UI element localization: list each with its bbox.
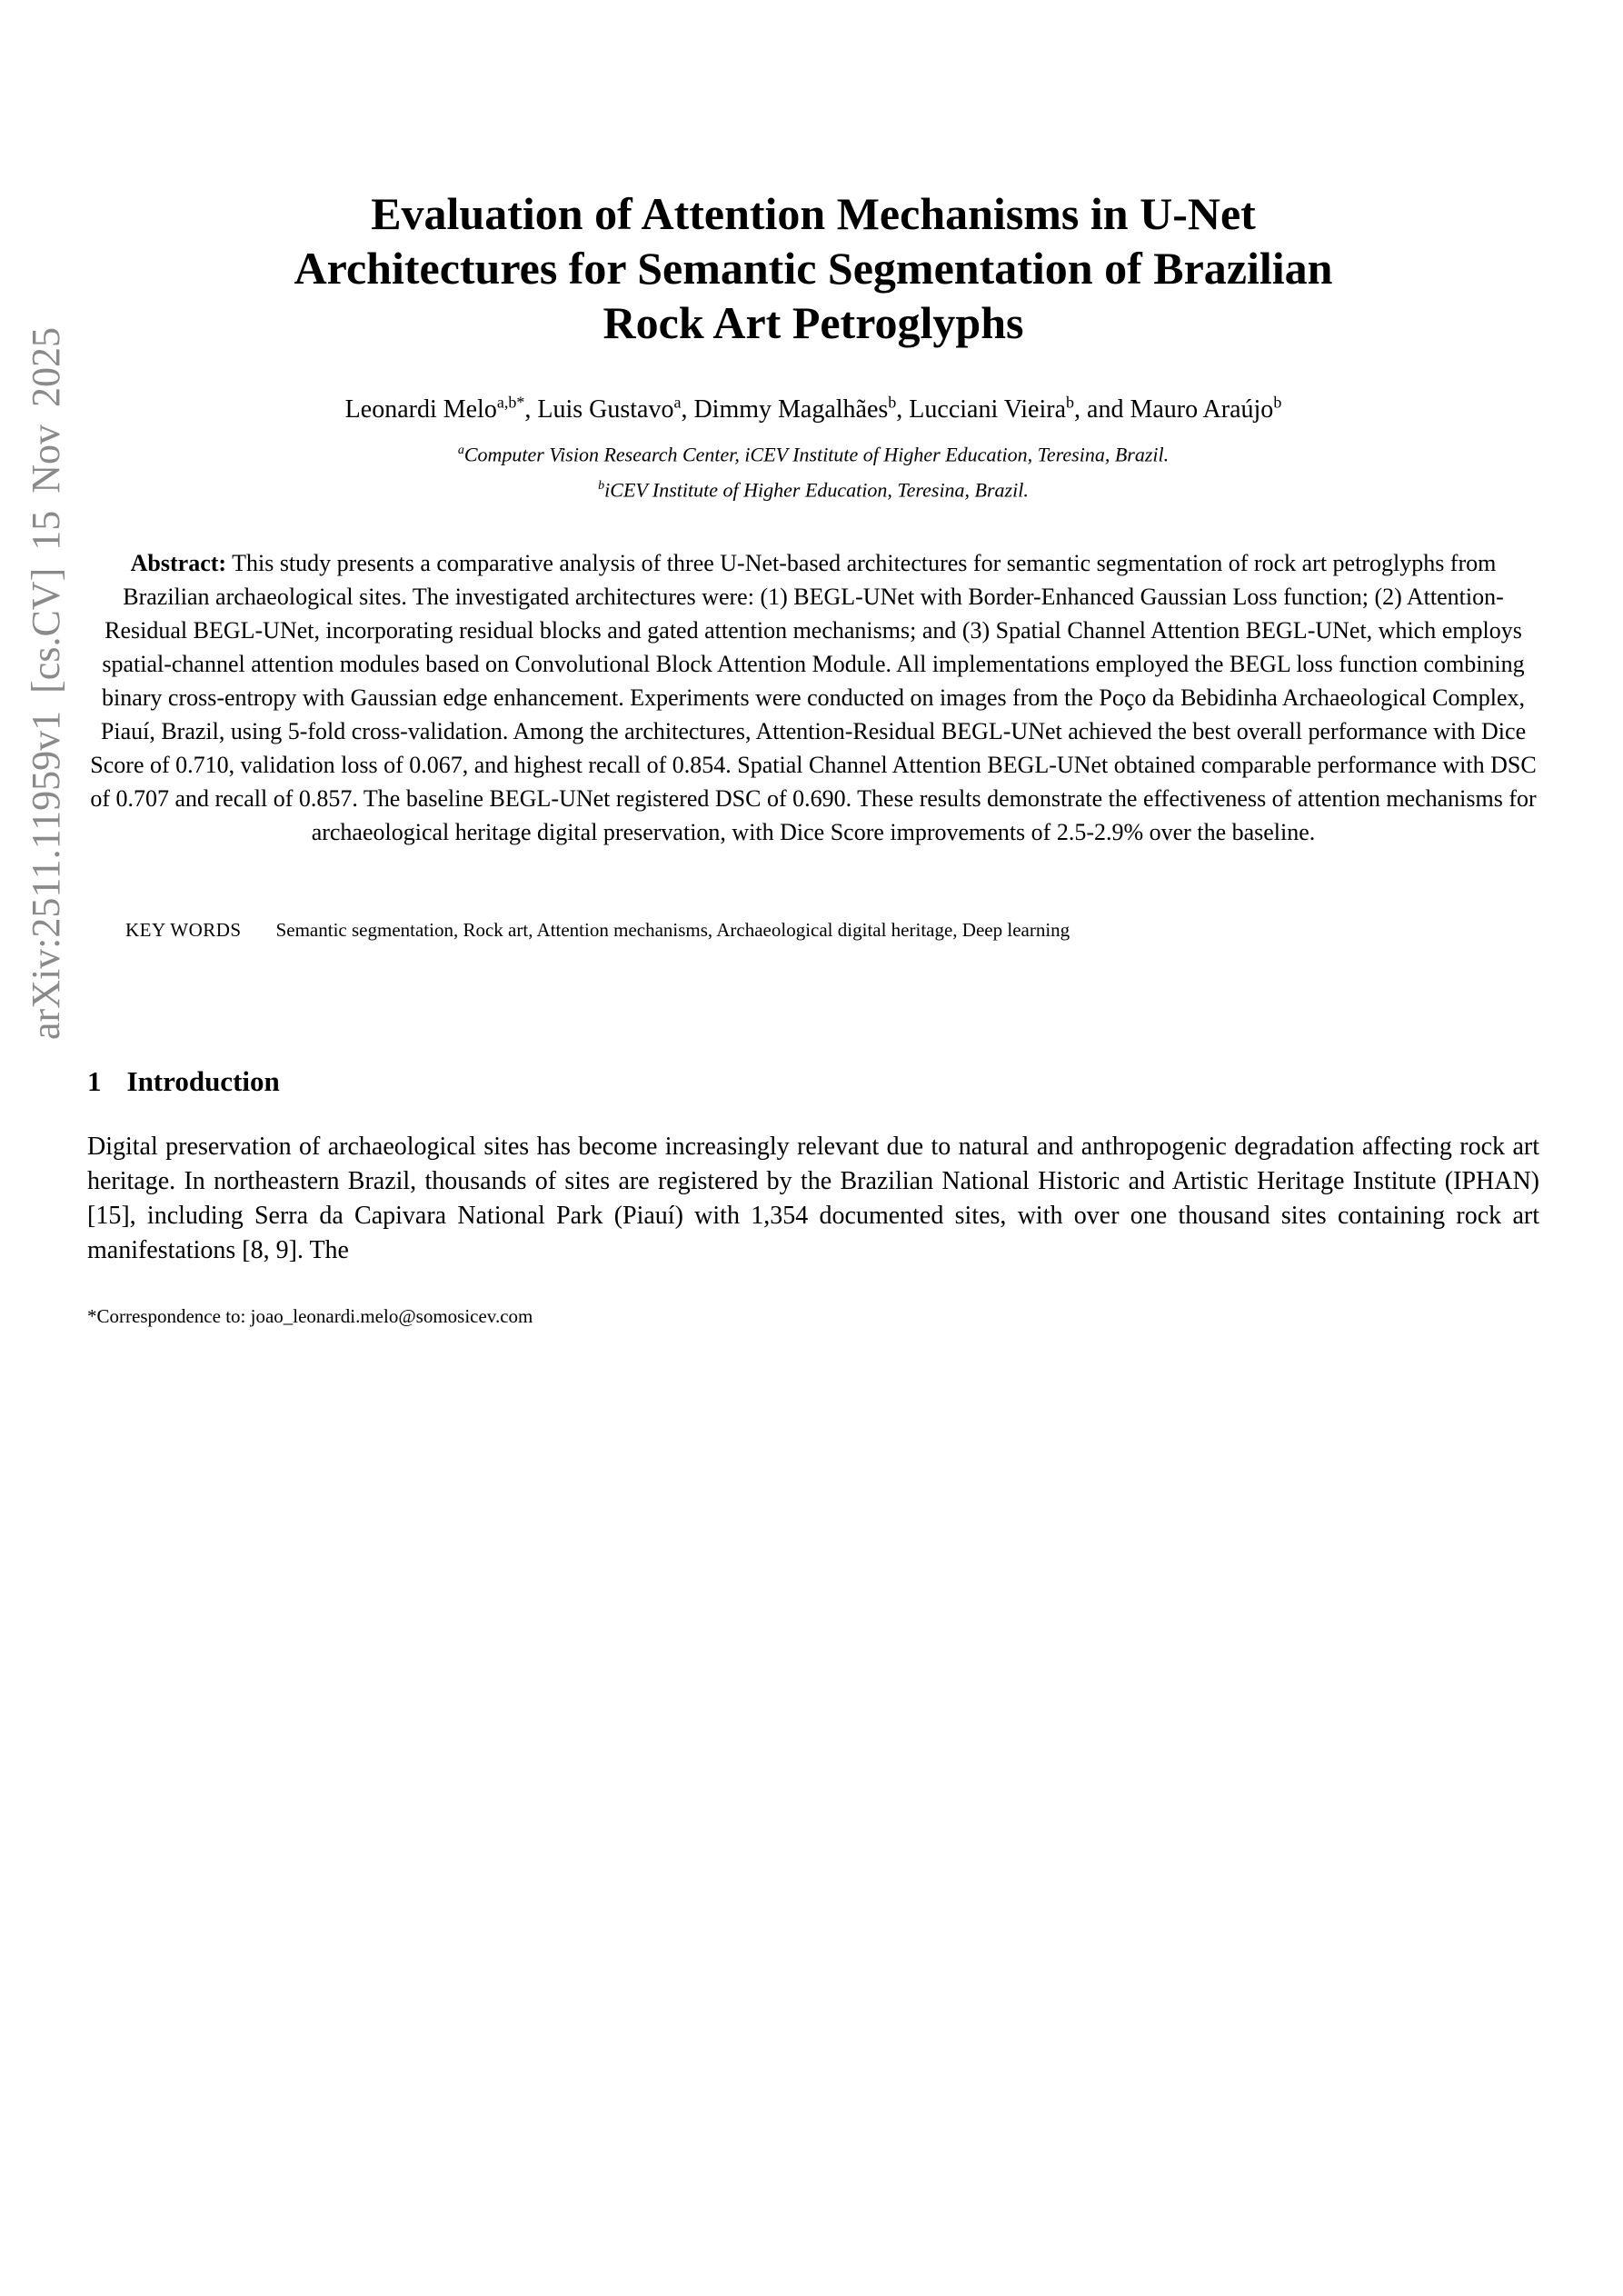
author-name: Dimmy Magalhães xyxy=(693,395,889,424)
author-separator: , xyxy=(681,395,694,424)
author xyxy=(693,395,909,424)
arxiv-watermark: arXiv:2511.11959v1 [cs.CV] 15 Nov 2025 xyxy=(24,327,68,1040)
author xyxy=(345,395,538,424)
author xyxy=(537,395,693,424)
authors-line xyxy=(87,386,1539,426)
intro-paragraph: Digital preservation of archaeological sites has become increasingly relevant due to natural and anthropogenic degradation affecting rock art heritage. In northeastern Brazil, thousands of sites are registered by the Brazilian National Historic and Artistic Heritage Institute (IPHAN) [15], including Serra da Capivara National Park (Piauí) with 1,354 documented sites, with over one thousand sites containing rock art manifestations [8, 9]. The xyxy=(87,1132,1539,1264)
author-separator: , xyxy=(896,395,910,424)
abstract-label: Abstract: xyxy=(130,549,227,576)
paper-content xyxy=(87,0,1539,1328)
author-separator: , xyxy=(524,395,538,424)
author xyxy=(1130,395,1281,424)
abstract-paragraph xyxy=(87,546,1539,849)
keywords-label: KEY WORDS xyxy=(125,918,242,941)
author-name: Leonardi Melo xyxy=(344,395,497,424)
author-name: Mauro Araújo xyxy=(1130,395,1274,424)
affiliation-text: Computer Vision Research Center, iCEV Institute of Higher Education, Teresina, Brazil. xyxy=(463,443,1170,466)
author-superscript: a,b* xyxy=(496,394,525,412)
author-separator: , and xyxy=(1074,395,1130,424)
author xyxy=(909,395,1130,424)
author-superscript: b xyxy=(1273,394,1282,412)
author-superscript: b xyxy=(888,394,897,412)
correspondence-footnote: *Correspondence to: joao_leonardi.melo@somosicev.com xyxy=(87,1304,533,1327)
affiliation-mark: a xyxy=(457,444,464,458)
affiliations-block xyxy=(87,435,1539,505)
affiliation-line xyxy=(87,471,1539,505)
section-heading-introduction xyxy=(87,1065,1539,1098)
paper-title-line-2: Architectures for Semantic Segmentation of Brazilian xyxy=(294,243,1333,294)
paper-title-line-3: Rock Art Petroglyphs xyxy=(602,297,1024,348)
affiliation-line xyxy=(87,435,1539,470)
paper-title xyxy=(87,186,1539,350)
section-number: 1 xyxy=(87,1064,102,1097)
affiliation-text: iCEV Institute of Higher Education, Teresina, Brazil. xyxy=(604,477,1029,501)
affiliation-mark: b xyxy=(598,478,605,493)
section-title: Introduction xyxy=(126,1064,280,1097)
keywords-text: Semantic segmentation, Rock art, Attention mechanisms, Archaeological digital heritage, Deep learning xyxy=(275,918,1070,941)
author-name: Luis Gustavo xyxy=(537,395,674,424)
author-superscript: a xyxy=(673,394,682,412)
keywords-line xyxy=(87,917,1539,943)
abstract-text: This study presents a comparative analysis of three U-Net-based architectures for semantic segmentation of rock art petroglyphs from Brazilian archaeological sites. The investigated architectures were: (1) BEGL-UNet with Border-Enhanced Gaussian Loss function; (2) Attention-Residual BEGL-UNet, incorporating residual blocks and gated attention mechanisms; and (3) Spatial Channel Attention BEGL-UNet, which employs spatial-channel attention modules based on Convolutional Block Attention Module. All implementations employed the BEGL loss function combining binary cross-entropy with Gaussian edge enhancement. Experiments were conducted on images from the Poço da Bebidinha Archaeological Complex, Piauí, Brazil, using 5-fold cross-validation. Among the architectures, Attention-Residual BEGL-UNet achieved the best overall performance with Dice Score of 0.710, validation loss of 0.067, and highest recall of 0.854. Spatial Channel Attention BEGL-UNet obtained comparable performance with DSC of 0.707 and recall of 0.857. The baseline BEGL-UNet registered DSC of 0.690. These results demonstrate the effectiveness of attention mechanisms for archaeological heritage digital preservation, with Dice Score improvements of 2.5-2.9% over the baseline. xyxy=(90,549,1537,845)
paper-title-line-1: Evaluation of Attention Mechanisms in U-Net xyxy=(371,188,1256,239)
author-name: Lucciani Vieira xyxy=(909,395,1067,424)
author-superscript: b xyxy=(1066,394,1075,412)
